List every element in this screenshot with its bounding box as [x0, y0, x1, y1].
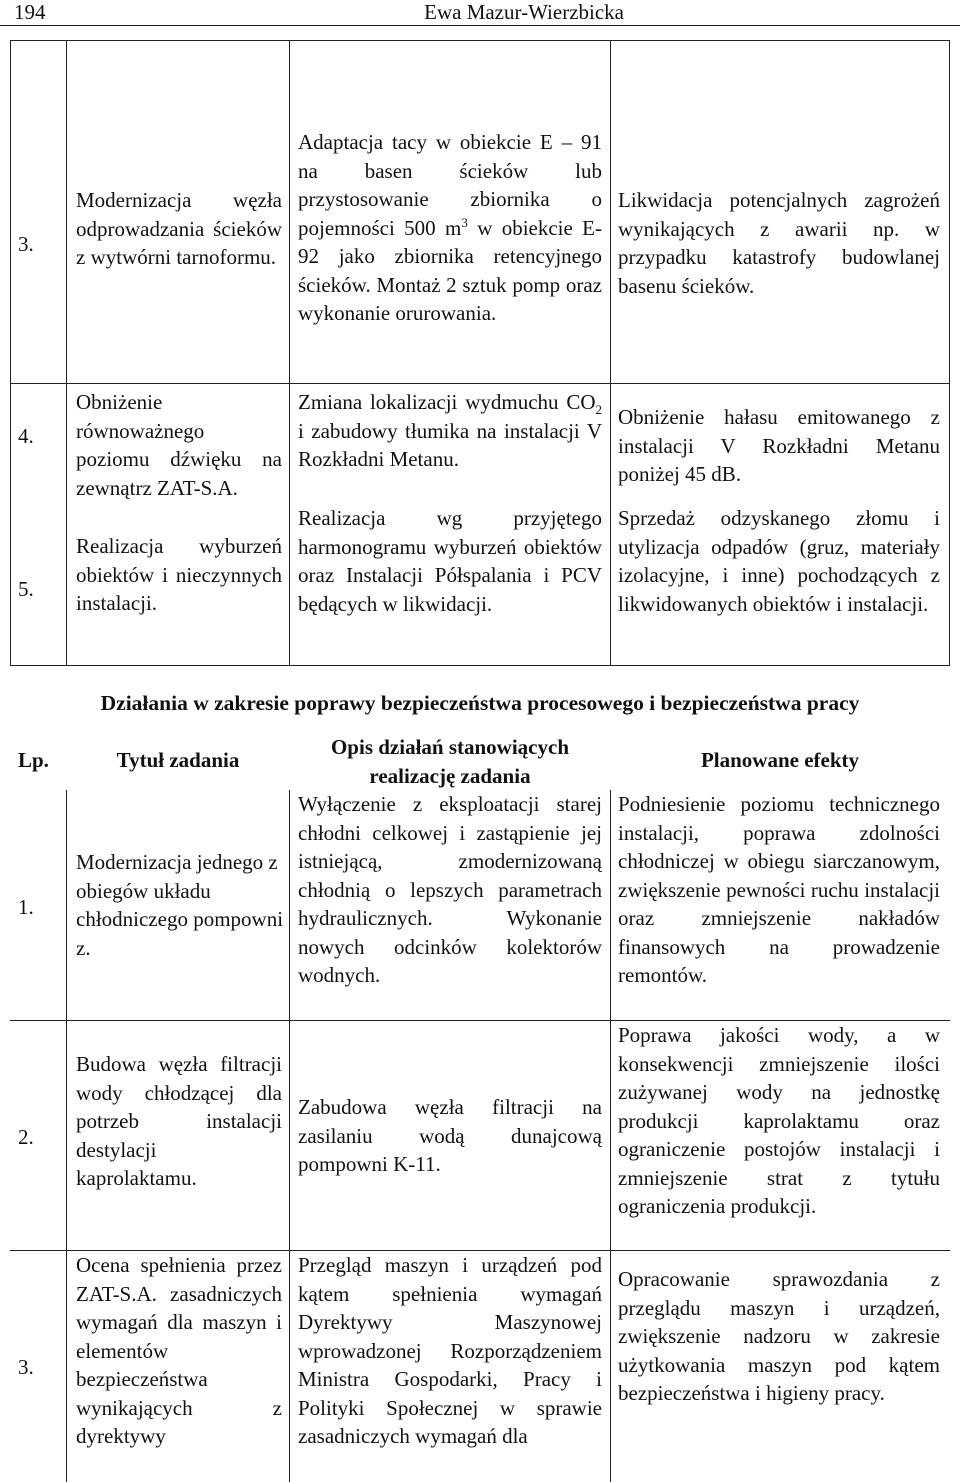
planned-effects: Opracowanie sprawozdania z przeglądu maszyn i urządzeń, zwiększenie nadzoru w zakresie użytkowania maszyn pod kątem bezpieczeństwa i higieny pracy. [618, 1267, 940, 1405]
task-description: Zabudowa węzła filtracji na zasilaniu wodą dunajcową pompowni K-11. [298, 1095, 602, 1176]
task-title: Modernizacja jednego z obiegów układu chłodniczego pompowni z. [76, 850, 284, 960]
row-number: 3. [18, 232, 34, 256]
table-border [66, 790, 67, 1482]
page-number: 194 [14, 0, 46, 24]
table-border [289, 790, 290, 1482]
description-text: Adaptacja tacy w obiekcie E – 91 na basen ścieków lub przystosowanie zbiornika o pojemności 500 m [298, 130, 602, 240]
author-name: Ewa Mazur-Wierzbicka [424, 0, 624, 24]
planned-effects: Obniżenie hałasu emitowanego z instalacji V Rozkładni Metanu poniżej 45 dB. [618, 405, 940, 486]
table-border [10, 383, 950, 384]
table-border [949, 40, 950, 665]
row-number: 2. [18, 1125, 34, 1149]
running-header [0, 0, 960, 26]
task-description: Realizacja wg przyjętego harmonogramu wyburzeń obiektów oraz Instalacji Półspalania i PCV będących w likwidacji. [298, 506, 602, 616]
chemical-subscript: 2 [595, 402, 602, 418]
description-text: i zabudowy tłumika na instalacji V Rozkładni Metanu. [298, 418, 602, 471]
row-number: 4. [18, 424, 34, 448]
column-header-effects: Planowane efekty [700, 748, 860, 772]
column-header-title: Tytuł zadania [116, 748, 240, 772]
table-border [10, 665, 950, 666]
row-number: 1. [18, 895, 34, 919]
task-description [298, 388, 602, 474]
task-description: Przegląd maszyn i urządzeń pod kątem spełnienia wymagań Dyrektywy Maszynowej wprowadzonej Rozporządzeniem Ministra Gospodarki, Pracy i Polityki Społecznej w sprawie zasadniczych wymagań dla [298, 1253, 602, 1448]
planned-effects: Podniesienie poziomu technicznego instalacji, poprawa zdolności chłodniczej w obiegu siarczanowym, zwiększenie pewności ruchu instalacji oraz zmniejszenie nakładów finansowych na prowadzenie remontów. [618, 792, 940, 987]
task-description [298, 128, 602, 328]
task-description: Wyłączenie z eksploatacji starej chłodni celkowej i zastąpienie jej istniejącą, zmodernizowaną chłodnią o lepszych parametrach hydraulicznych. Wykonanie nowych odcinków kolektorów wodnych. [298, 792, 602, 987]
unit-exponent: 3 [461, 214, 468, 230]
planned-effects: Likwidacja potencjalnych zagrożeń wynikających z awarii np. w przypadku katastrofy budowlanej basenu ścieków. [618, 188, 940, 298]
table-border [610, 790, 611, 1482]
task-title: Ocena spełnienia przez ZAT-S.A. zasadniczych wymagań dla maszyn i elementów bezpieczeństwa wynikających z dyrektywy [76, 1253, 282, 1448]
row-number: 5. [18, 577, 34, 601]
planned-effects: Sprzedaż odzyskanego złomu i utylizacja odpadów (gruz, materiały izolacyjne, i inne) pochodzących z likwidowanych obiektów i instalacji. [618, 506, 940, 616]
section-heading: Działania w zakresie poprawy bezpieczeństwa procesowego i bezpieczeństwa pracy [100, 691, 860, 715]
table-border [10, 40, 950, 41]
table-border [610, 40, 611, 665]
task-title: Obniżenie równoważnego poziomu dźwięku na zewnątrz ZAT-S.A. [76, 390, 282, 500]
description-text: Zmiana lokalizacji wydmuchu CO [298, 390, 596, 414]
row-number: 3. [18, 1355, 34, 1379]
table-border [66, 40, 67, 665]
task-title: Budowa węzła filtracji wody chłodzącej dla potrzeb instalacji destylacji kaprolaktamu. [76, 1052, 282, 1190]
task-title: Realizacja wyburzeń obiektów i nieczynnych instalacji. [76, 534, 282, 615]
task-title: Modernizacja węzła odprowadzania ścieków z wytwórni tarnoformu. [76, 188, 282, 269]
description-text: w obiekcie E-92 jako zbiornika retencyjnego ścieków. Montaż 2 sztuk pomp oraz wykonanie orurowania. [298, 215, 602, 325]
table-border [289, 40, 290, 665]
table-border [10, 40, 11, 665]
column-header-lp: Lp. [18, 748, 49, 772]
column-header-description: Opis działań stanowiących realizację zadania [330, 735, 570, 788]
planned-effects: Poprawa jakości wody, a w konsekwencji zmniejszenie ilości zużywanej wody na jednostkę produkcji kaprolaktamu oraz ograniczenie postojów instalacji i zmniejszenie strat z tytułu ograniczenia produkcji. [618, 1023, 940, 1218]
